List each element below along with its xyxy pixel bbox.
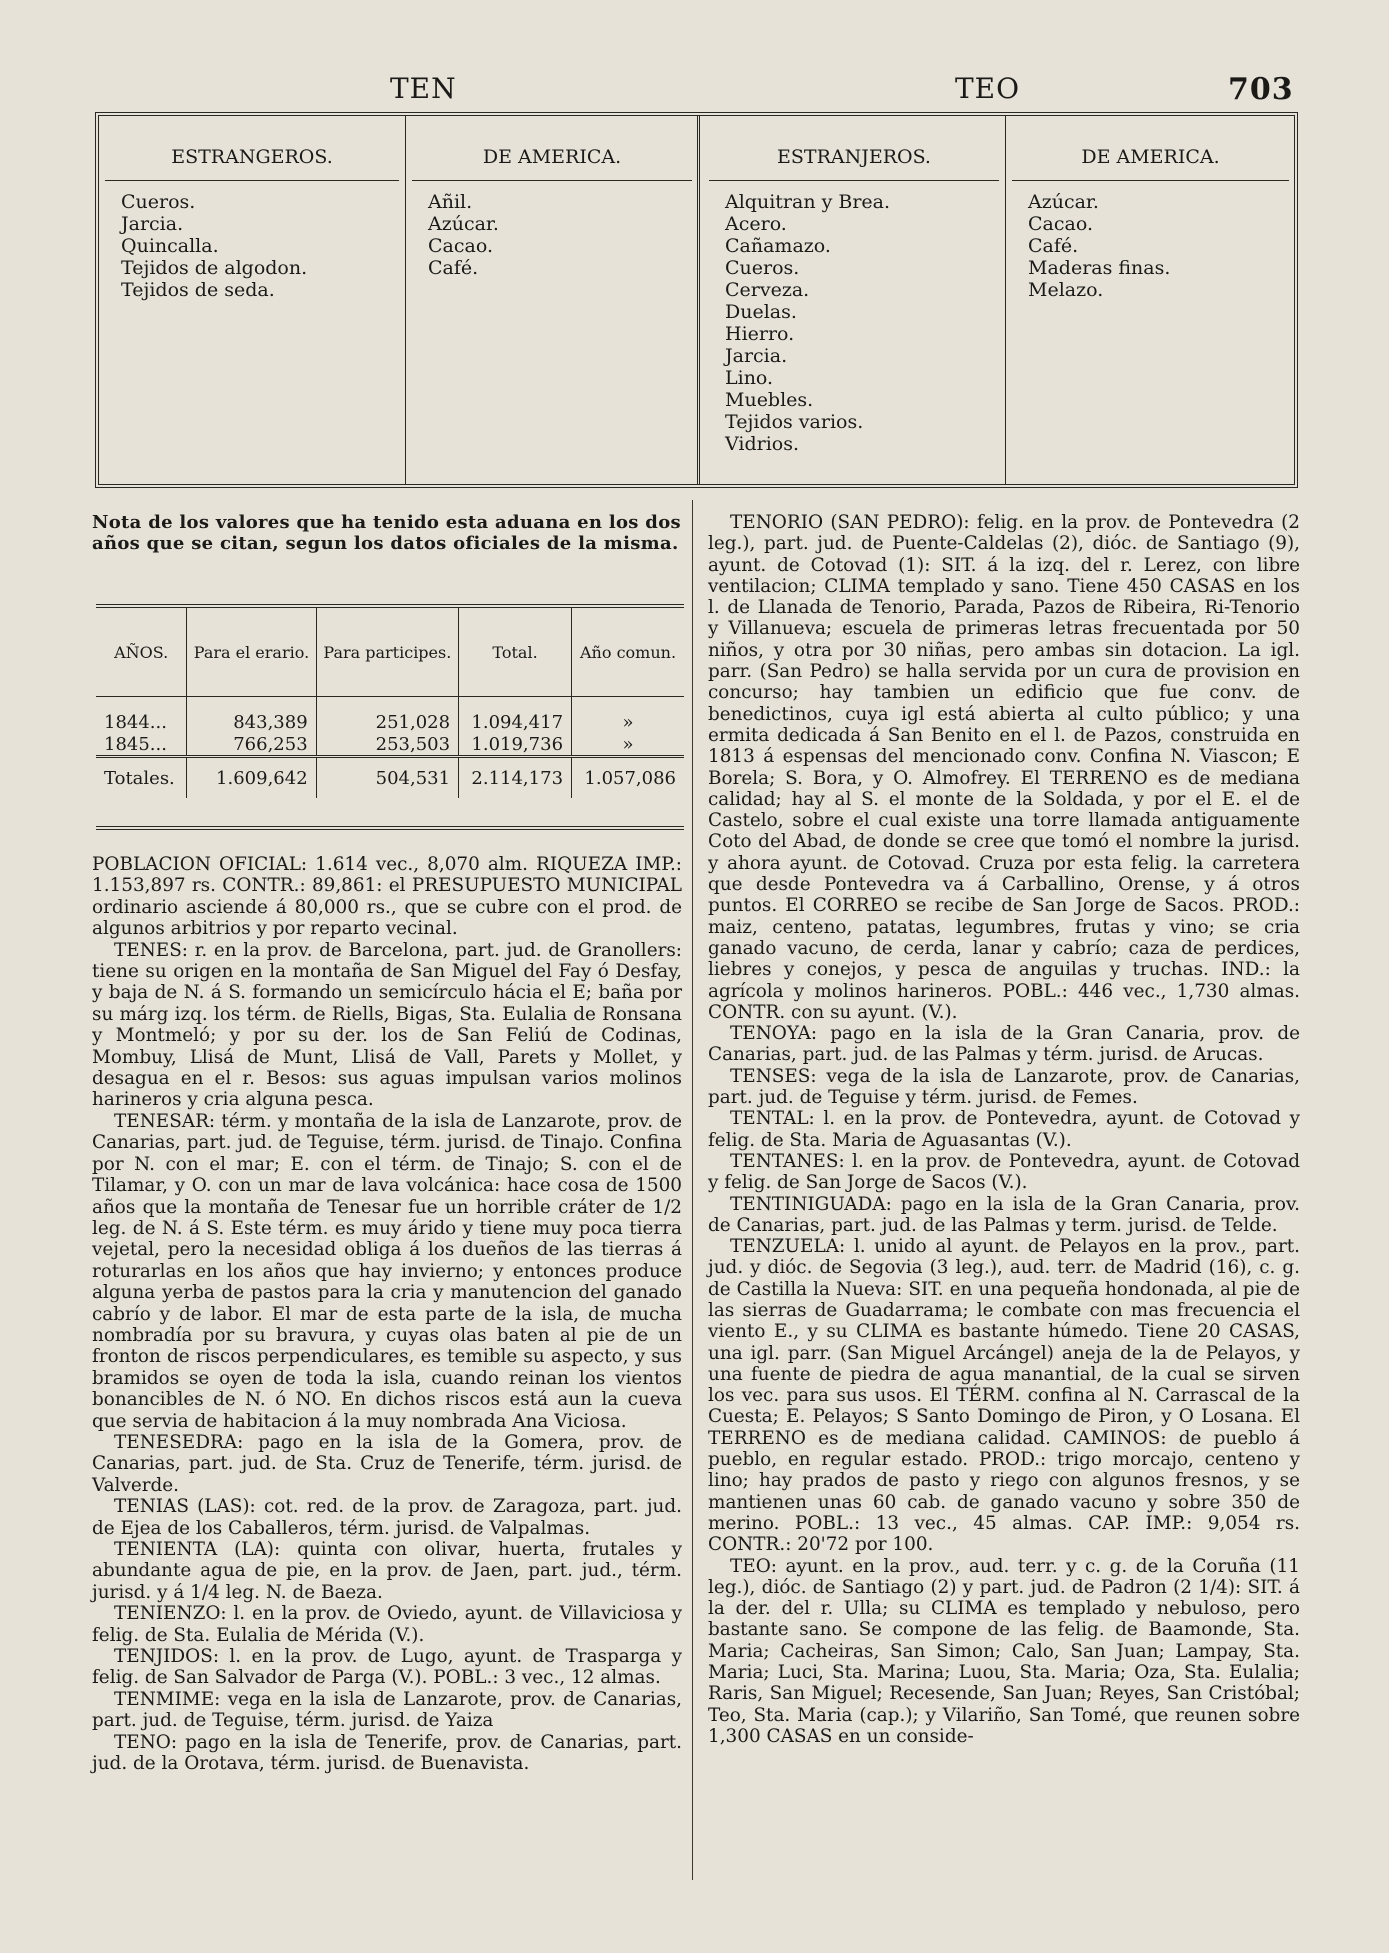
table-cell: 504,531 <box>316 757 458 799</box>
revenue-grid <box>96 608 684 798</box>
list-item: Cacao. <box>1028 213 1093 235</box>
table-cell: Totales. <box>96 757 187 799</box>
list-item: Azúcar. <box>1028 191 1099 213</box>
list-item: Vidrios. <box>725 433 800 455</box>
list-item: Tejidos de algodon. <box>121 257 308 279</box>
table-cell: 1.609,642 <box>187 757 316 799</box>
list-item: Alquitran y Brea. <box>725 191 891 213</box>
entry-paragraph: TEO: ayunt. en la prov., aud. terr. y c. g. de la Coruña (11 leg.), dióc. de Santiago (2) y part. jud. de Padron (2 1/4): SIT. á la der. del r. Ulla; su CLIMA es templado y nebuloso, pero bastante sano. Se compone de las felig. de Baamonde, Sta. Maria; Cacheiras, San Simon; Calo, San Juan; Lampay, Sta. Maria; Luci, Sta. Marina; Luou, Sta. Maria; Oza, Sta. Eulalia; Raris, San Miguel; Recesende, San Juan; Reyes, San Cristóbal; Teo, Sta. Maria (cap.); y Vilariño, San Tomé, que reunen sobre 1,300 CASAS en un conside- <box>708 1555 1300 1747</box>
table-cell: 1.057,086 <box>572 757 684 799</box>
header-rule <box>1012 180 1289 181</box>
entry-paragraph: TENTANES: l. en la prov. de Pontevedra, ayunt. de Cotovad y felig. de San Jorge de Sacos (V.). <box>708 1150 1300 1194</box>
revenue-table <box>96 604 684 830</box>
entry-paragraph: TENESEDRA: pago en la isla de la Gomera, prov. de Canarias, part. jud. de Sta. Cruz de Tenerife, térm. jurisd. de Valverde. <box>92 1431 682 1496</box>
imports-column <box>1005 116 1295 484</box>
table-row <box>96 711 684 733</box>
list-item: Cueros. <box>121 191 196 213</box>
column-title: ESTRANJEROS. <box>777 146 931 168</box>
list-item: Muebles. <box>725 389 814 411</box>
entry-paragraph: TENTINIGUADA: pago en la isla de la Gran Canaria, prov. de Canarias, part. jud. de las Palmas y term. jurisd. de Telde. <box>708 1193 1300 1236</box>
page-number: 703 <box>1228 72 1294 107</box>
table-cell: 251,028 <box>316 711 458 733</box>
list-item: Cañamazo. <box>725 235 831 257</box>
list-item: Maderas finas. <box>1028 257 1171 279</box>
imports-table <box>95 112 1298 488</box>
entry-paragraph: TENSES: vega de la isla de Lanzarote, prov. de Canarias, part. jud. de Teguise y térm. jurisd. de Femes. <box>708 1065 1300 1109</box>
list-item: Café. <box>428 257 479 279</box>
running-head-center: TEO <box>955 72 1021 105</box>
column-header: Año comun. <box>572 608 684 697</box>
column-header: Total. <box>459 608 572 697</box>
table-cell: 1.019,736 <box>459 733 572 757</box>
running-head-left: TEN <box>390 72 457 105</box>
list-item: Cacao. <box>428 235 493 257</box>
header-rule <box>105 180 399 181</box>
entry-paragraph: TENIENTA (LA): quinta con olivar, huerta, frutales y abundante agua de pie, en la prov. de Jaen, part. jud., térm. jurisd. y á 1/4 leg. N. de Baeza. <box>92 1539 682 1603</box>
entry-paragraph: TENES: r. en la prov. de Barcelona, part. jud. de Granollers: tiene su origen en la montaña de San Miguel del Fay ó Desfay, y baja de N. á S. formando un semicírculo hácia el E; baña por su márg izq. los térm. de Riells, Bigas, Sta. Eulalia de Ronsana y Montmeló; y por su der. los de San Feliú de Codinas, Mombuy, Llisá de Munt, Llisá de Vall, Parets y Mollet, y desagua en el r. Besos: sus aguas impulsan varios molinos harineros y cria alguna pesca. <box>92 939 682 1111</box>
imports-column <box>703 116 1005 484</box>
column-header: Para el erario. <box>187 608 316 697</box>
list-item: Tejidos varios. <box>725 411 864 433</box>
table-cell: » <box>572 733 684 757</box>
list-item: Acero. <box>725 213 787 235</box>
list-item: Añil. <box>428 191 473 213</box>
table-cell: 1845... <box>104 733 167 755</box>
right-column <box>708 512 1300 1747</box>
table-header-row <box>96 608 684 697</box>
imports-column <box>405 116 698 484</box>
table-cell: 1844... <box>104 711 167 733</box>
column-rule <box>692 500 693 1880</box>
list-item: Jarcia. <box>725 345 788 367</box>
list-item: Melazo. <box>1028 279 1104 301</box>
list-item: Quincalla. <box>121 235 219 257</box>
table-cell: » <box>572 711 684 733</box>
table-cell: 253,503 <box>316 733 458 757</box>
entry-paragraph: TENORIO (SAN PEDRO): felig. en la prov. de Pontevedra (2 leg.), part. jud. de Puente-Caldelas (2), dióc. de Santiago (9), ayunt. de Cotovad (1): SIT. á la izq. del r. Lerez, con libre ventilacion; CLIMA templado y sano. Tiene 450 CASAS en los l. de Llanada de Tenorio, Parada, Pazos de Ribeira, Ri-Tenorio y Villanueva; escuela de primeras letras frecuentada por 50 niños, y otra por 30 niñas, pero ambas sin dotacion. La igl. parr. (San Pedro) se halla servida por un cura de provision en concurso; hay tambien un edificio que fue conv. de benedictinos, cuya igl está abierta al culto público; y una ermita dedicada á San Benito en el l. de Pazos, construida en 1813 á espensas del mencionado conv. Confina N. Viascon; E Borela; S. Bora, y O. Almofrey. El TERRENO es de mediana calidad; hay al S. el monte de la Soldada, y por el E. el de Castelo, sobre el cual existe una torre llamada antiguamente Coto del Abad, de donde se cree que tomó el nombre la jurisd. y ahora ayunt. de Cotovad. Cruza por esta felig. la carretera que desde Pontevedra va á Carballino, Orense, y á otros puntos. El CORREO se recibe de San Jorge de Sacos. PROD.: maiz, centeno, patatas, legumbres, frutas y vino; se cria ganado vacuno, de cerda, lanar y cabrío; caza de perdices, liebres y conejos, y pesca de anguilas y truchas. IND.: la agrícola y molinos harineros. POBL.: 446 vec., 1,730 almas. CONTR. con su ayunt. (V.). <box>708 512 1300 1023</box>
table-note: Nota de los valores que ha tenido esta aduana en los dos años que se citan, segun los datos oficiales de la misma. <box>92 512 681 554</box>
column-header: Para participes. <box>316 608 458 697</box>
entry-paragraph: TENMIME: vega en la isla de Lanzarote, prov. de Canarias, part. jud. de Teguise, térm. jurisd. de Yaiza <box>92 1688 682 1732</box>
imports-column <box>99 116 405 484</box>
list-item: Duelas. <box>725 301 797 323</box>
table-cell: 1.094,417 <box>459 711 572 733</box>
list-item: Azúcar. <box>428 213 499 235</box>
item-list <box>725 191 890 455</box>
table-cell: 766,253 <box>187 733 316 757</box>
header-rule <box>709 180 999 181</box>
item-list <box>1028 191 1170 301</box>
list-item: Hierro. <box>725 323 795 345</box>
list-item: Cerveza. <box>725 279 810 301</box>
entry-paragraph: TENTAL: l. en la prov. de Pontevedra, ayunt. de Cotovad y felig. de Sta. Maria de Aguasantas (V.). <box>708 1108 1300 1151</box>
entry-paragraph: TENZUELA: l. unido al ayunt. de Pelayos en la prov., part. jud. y dióc. de Segovia (3 leg.), aud. terr. de Madrid (16), c. g. de Castilla la Nueva: SIT. en una pequeña hondonada, al pie de las sierras de Guadarrama; le combate con mas frecuencia el viento E., y su CLIMA es bastante húmedo. Tiene 20 CASAS, una igl. parr. (San Miguel Arcángel) aneja de la de Pelayos, y una fuente de piedra de agua manantial, de la cual se sirven los vec. para sus usos. El TÉRM. confina al N. Carrascal de la Cuesta; E. Pelayos; S Santo Domingo de Piron, y O Losana. El TERRENO es de mediana calidad. CAMINOS: de pueblo á pueblo, en regular estado. PROD.: trigo morcajo, centeno y lino; hay prados de pasto y riego con algunos fresnos, y se mantienen unas 60 cab. de ganado vacuno y sobre 350 de merino. POBL.: 13 vec., 45 almas. CAP. IMP.: 9,054 rs. CONTR.: 20'72 por 100. <box>708 1236 1300 1556</box>
item-list <box>121 191 307 301</box>
item-list <box>428 191 499 279</box>
list-item: Café. <box>1028 235 1079 257</box>
entry-paragraph: TENJIDOS: l. en la prov. de Lugo, ayunt. de Trasparga y felig. de San Salvador de Parga (V.). POBL.: 3 vec., 12 almas. <box>92 1646 682 1689</box>
entry-paragraph: TENIENZO: l. en la prov. de Oviedo, ayunt. de Villaviciosa y felig. de Sta. Eulalia de Mérida (V.). <box>92 1603 682 1646</box>
entry-paragraph: TENO: pago en la isla de Tenerife, prov. de Canarias, part. jud. de la Orotava, térm. jurisd. de Buenavista. <box>92 1731 682 1775</box>
column-title: DE AMERICA. <box>482 146 622 168</box>
entry-paragraph: TENIAS (LAS): cot. red. de la prov. de Zaragoza, part. jud. de Ejea de los Caballeros, térm. jurisd. de Valpalmas. <box>92 1496 682 1539</box>
column-title: DE AMERICA. <box>1081 146 1220 168</box>
table-row <box>96 733 684 757</box>
list-item: Tejidos de seda. <box>121 279 275 301</box>
table-cell: 843,389 <box>187 711 316 733</box>
totals-row <box>96 757 684 799</box>
header-rule <box>412 180 692 181</box>
entry-paragraph: POBLACION OFICIAL: 1.614 vec., 8,070 alm. RIQUEZA IMP.: 1.153,897 rs. CONTR.: 89,861: el PRESUPUESTO MUNICIPAL ordinario asciende á 80,000 rs., que se cubre con el prod. de algunos arbitrios y por reparto vecinal. <box>92 854 682 940</box>
list-item: Lino. <box>725 367 774 389</box>
list-item: Cueros. <box>725 257 800 279</box>
list-item: Jarcia. <box>121 213 184 235</box>
spacer-row <box>96 697 684 712</box>
entry-paragraph: TENESAR: térm. y montaña de la isla de Lanzarote, prov. de Canarias, part. jud. de Teguise, térm. jurisd. de Tinajo. Confina por N. con el mar; E. con el térm. de Tinajo; S. con el de Tilamar, y O. con un mar de lava volcánica: hace cosa de 1500 años que la montaña de Tenesar fue un horrible cráter de 1/2 leg. de N. á S. Este térm. es muy árido y tiene muy poca tierra vejetal, pero la necesidad obliga á los dueños de las tierras á roturarlas en los años que hay invierno; y entonces produce alguna yerba de pastos para la cria y manutencion del ganado cabrío y de labor. El mar de esta parte de la isla, de mucha nombradía por su bravura, y cuyas olas baten al pie de un fronton de riscos perpendiculares, es temible su aspecto, y sus bramidos se oyen de toda la isla, cuando reinan los vientos bonancibles de N. ó NO. En dichos riscos está aun la cueva que servia de habitacion á la muy nombrada Ana Viciosa. <box>92 1110 682 1432</box>
entry-paragraph: TENOYA: pago en la isla de la Gran Canaria, prov. de Canarias, part. jud. de las Palmas y térm. jurisd. de Arucas. <box>708 1023 1300 1066</box>
left-column <box>92 854 682 1774</box>
column-header: AÑOS. <box>96 608 187 697</box>
column-title: ESTRANGEROS. <box>171 146 333 168</box>
table-cell: 2.114,173 <box>459 757 572 799</box>
